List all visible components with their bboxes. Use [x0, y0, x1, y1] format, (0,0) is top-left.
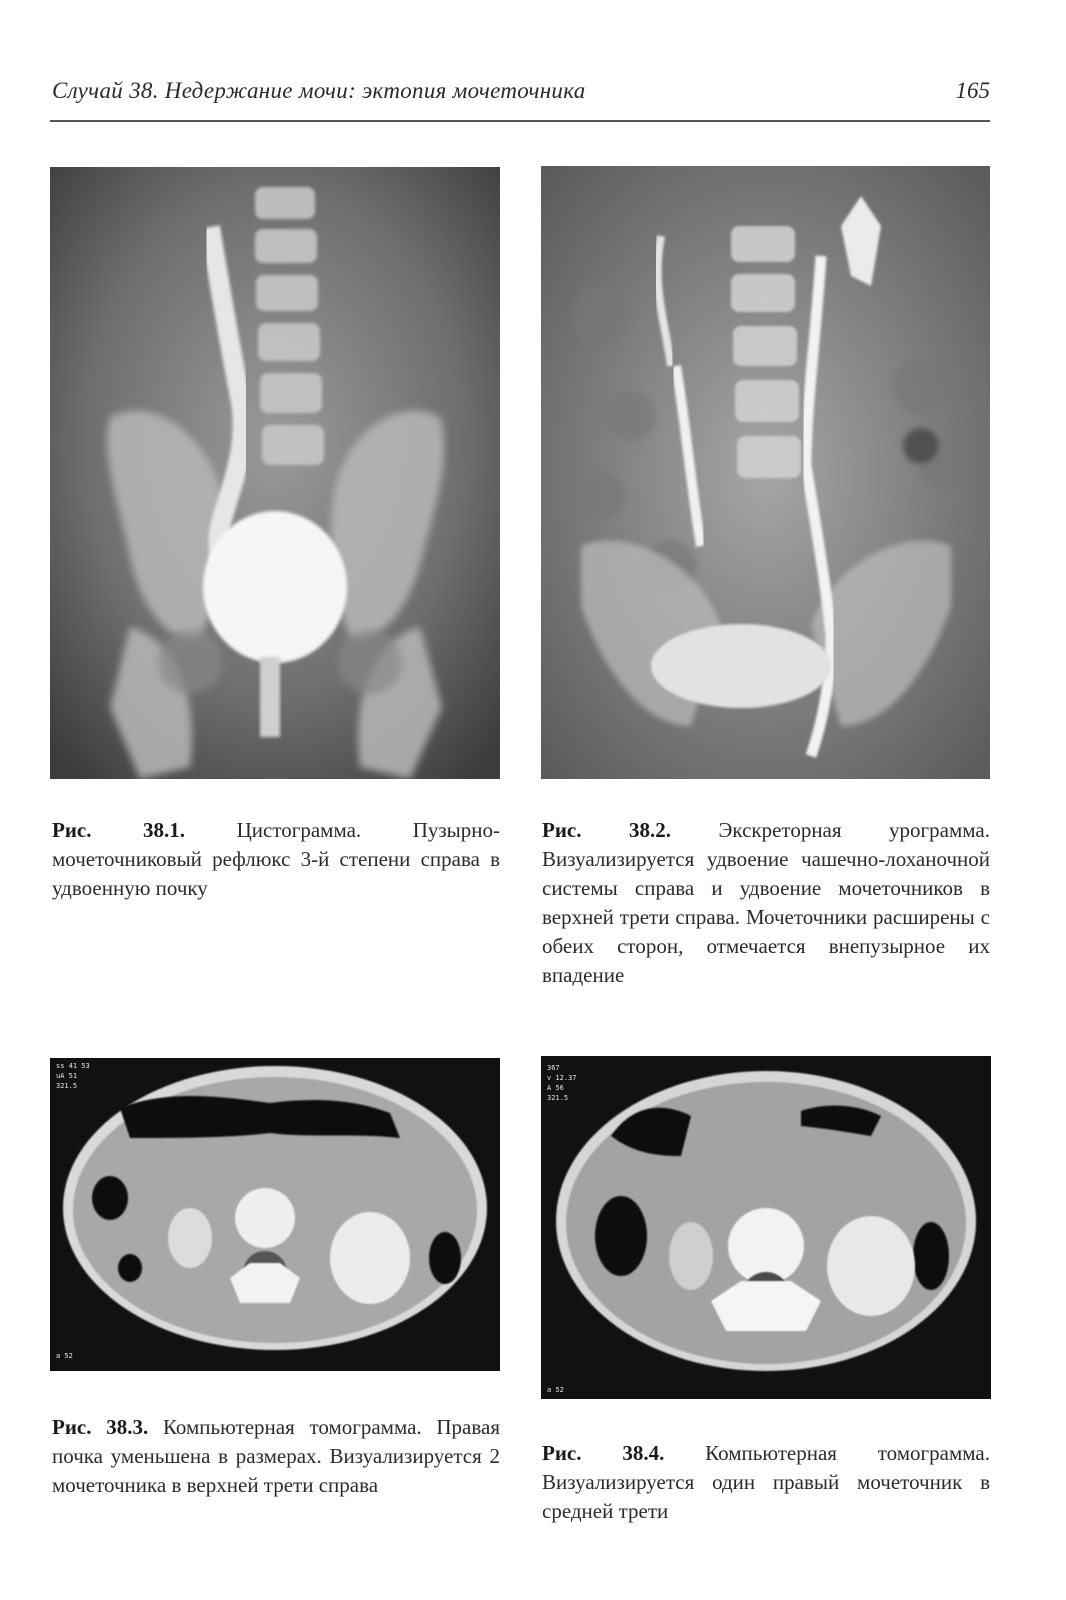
- figure-38-1-text: Цистограмма. Пузырно-мочеточниковый рефлюкс 3-й степени справа в удвоенную почку: [52, 818, 501, 900]
- header-rule: [50, 120, 990, 122]
- svg-text:A 56: A 56: [547, 1084, 564, 1092]
- svg-text:uA 51: uA 51: [56, 1072, 78, 1080]
- svg-text:a 52: a 52: [547, 1386, 564, 1394]
- figure-38-2-urogram-image: [541, 166, 990, 779]
- page-number: 165: [955, 78, 990, 103]
- svg-text:321.5: 321.5: [56, 1082, 78, 1090]
- running-title: Случай 38. Недержание мочи: эктопия мочеточника: [52, 78, 586, 103]
- running-head: [50, 74, 990, 110]
- figure-38-1-caption: [52, 816, 500, 903]
- figure-38-4-label: Рис. 38.4.: [542, 1441, 665, 1465]
- figure-38-1-cystogram-image: [50, 167, 500, 779]
- svg-text:a 52: a 52: [56, 1352, 73, 1360]
- figure-38-2-text: Экскреторная урограмма. Визуализируется удвоение чашечно-лоханочной системы справа и удвоение мочеточников в верхней трети справа. Мочеточники расширены с обеих сторон, отмечается внепузырное их впадение: [542, 818, 990, 987]
- figure-38-4-ct-image: [541, 1056, 991, 1399]
- svg-text:ss 41 53: ss 41 53: [56, 1062, 90, 1070]
- svg-text:321.5: 321.5: [547, 1094, 569, 1102]
- figure-38-4-text: Компьютерная томограмма. Визуализируется один правый мочеточник в средней трети: [542, 1441, 991, 1523]
- figure-38-3-ct-image: [50, 1058, 500, 1371]
- figure-38-1-label: Рис. 38.1.: [52, 818, 186, 842]
- svg-text:v 12.37: v 12.37: [547, 1074, 577, 1082]
- svg-text:367: 367: [547, 1064, 560, 1072]
- figure-38-3-text: Компьютерная томограмма. Правая почка уменьшена в размерах. Визуализируется 2 мочеточника в верхней трети справа: [52, 1415, 500, 1497]
- figure-38-4-caption: [542, 1439, 990, 1526]
- figure-38-3-caption: [52, 1413, 500, 1500]
- figure-38-3-label: Рис. 38.3.: [52, 1415, 149, 1439]
- figure-38-2-label: Рис. 38.2.: [542, 818, 672, 842]
- figure-38-2-caption: [542, 816, 990, 990]
